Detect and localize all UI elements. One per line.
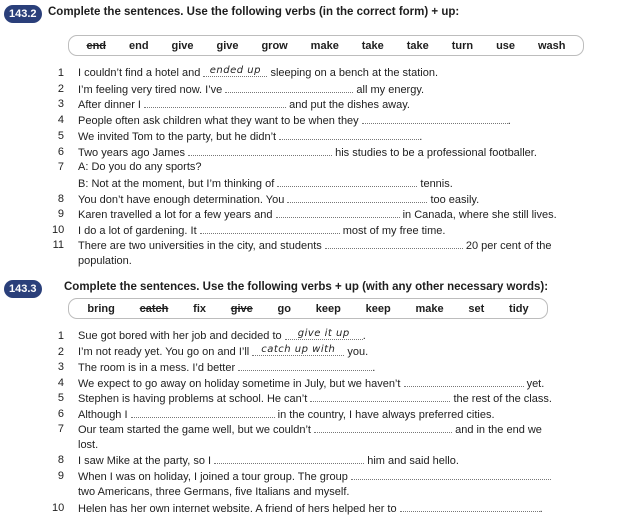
verb-word: take [406, 39, 429, 52]
verb-box [68, 298, 548, 319]
verb-word: bring [87, 302, 115, 315]
sentence-number: 3 [57, 98, 64, 110]
sentence-text: in the country, I have always preferred cities. [277, 409, 495, 421]
sentence-text: A: Do you do any sports? [78, 161, 202, 173]
verb-word: give [216, 39, 239, 52]
sentence-text: most of my free time. [342, 225, 446, 237]
verb-word: use [496, 39, 516, 52]
handwritten-answer: ended up [209, 65, 261, 76]
sentence-text: When I was on holiday, I joined a tour group. The group [78, 471, 348, 483]
answer-blank[interactable] [400, 501, 540, 512]
verb-word: give [230, 302, 253, 315]
sentence-text: you. [347, 346, 369, 358]
sentence-text: You don’t have enough determination. You [78, 194, 285, 206]
handwritten-answer: give it up [297, 328, 350, 339]
answer-blank[interactable] [276, 207, 400, 218]
handwritten-answer: catch up with [261, 344, 336, 355]
sentence-number: 5 [57, 392, 64, 404]
verb-word: turn [451, 39, 474, 52]
sentence-text: 20 per cent of the [465, 240, 552, 252]
sentence-text: People often ask children what they want to be when they [78, 115, 359, 127]
sentence-text: I’m not ready yet. You go on and I’ll [78, 346, 250, 358]
verb-word: make [310, 39, 339, 52]
verb-word: set [468, 302, 485, 315]
sentence-text: . [372, 362, 376, 374]
verb-word: tidy [509, 302, 529, 315]
answer-blank[interactable] [310, 391, 450, 402]
answer-blank[interactable] [214, 453, 364, 464]
sentence-text: We invited Tom to the party, but he didn’t [78, 131, 277, 143]
answer-blank[interactable] [252, 345, 344, 356]
answer-blank[interactable] [285, 329, 363, 340]
sentence-text: him and said hello. [367, 455, 459, 467]
sentence-text: . [419, 131, 423, 143]
answer-blank[interactable] [325, 238, 463, 249]
sentence-number: 1 [57, 67, 64, 79]
sentence-number: 8 [57, 193, 64, 205]
sentence-text: Two years ago James [78, 147, 185, 159]
sentence-number: 10 [52, 224, 65, 236]
sentence-text: Sue got bored with her job and decided to [78, 330, 282, 342]
sentence-number: 2 [57, 346, 64, 358]
sentence-text: B: Not at the moment, but I’m thinking of [78, 178, 275, 190]
sentence-text: and put the dishes away. [289, 99, 410, 111]
answer-blank[interactable] [279, 129, 419, 140]
verb-box [68, 35, 584, 56]
sentence-number: 9 [57, 208, 64, 220]
sentence-number: 11 [52, 239, 64, 251]
verb-word: grow [261, 39, 288, 52]
sentence-number: 9 [57, 470, 64, 482]
sentence-text: . [507, 115, 511, 127]
sentence-text: Stephen is having problems at school. He can’t [78, 393, 308, 405]
sentence-text: I’m feeling very tired now. I’ve [78, 84, 223, 96]
sentence-text: his studies to be a professional footballer. [335, 147, 537, 159]
answer-blank[interactable] [404, 376, 524, 387]
sentence-text: Although I [78, 409, 128, 421]
sentence-text: tennis. [420, 178, 453, 190]
verb-word: end [86, 39, 107, 52]
sentence-number: 8 [57, 454, 64, 466]
verb-word: take [361, 39, 384, 52]
sentence-text: lost. [78, 439, 99, 451]
verb-word: catch [139, 302, 169, 315]
sentence-text: Helen has her own internet website. A friend of hers helped her to [78, 503, 397, 515]
exercise-number-badge: 143.2 [4, 5, 42, 23]
sentence-number: 3 [57, 361, 64, 373]
sentence-text: yet. [526, 378, 545, 390]
verb-word: end [128, 39, 149, 52]
sentence-number: 1 [57, 330, 64, 342]
answer-blank[interactable] [200, 223, 340, 234]
sentence-text: the rest of the class. [453, 393, 552, 405]
sentence-text: too easily. [430, 194, 480, 206]
sentence-text: all my energy. [356, 84, 425, 96]
sentence-text: I saw Mike at the party, so I [78, 455, 212, 467]
verb-word: wash [538, 39, 566, 52]
sentence-number: 5 [57, 130, 64, 142]
sentence-number: 2 [57, 83, 64, 95]
answer-blank[interactable] [131, 407, 275, 418]
answer-blank[interactable] [238, 360, 372, 371]
verb-word: fix [193, 302, 206, 315]
verb-word: make [415, 302, 444, 315]
sentence-text: population. [78, 255, 132, 267]
answer-blank[interactable] [203, 66, 267, 77]
sentence-text: in Canada, where she still lives. [402, 209, 557, 221]
exercise-number-badge: 143.3 [4, 280, 42, 298]
verb-word: keep [365, 302, 391, 315]
sentence-text: sleeping on a bench at the station. [270, 67, 439, 79]
answer-blank[interactable] [287, 192, 427, 203]
answer-blank[interactable] [351, 469, 551, 480]
sentence-number: 4 [57, 114, 64, 126]
sentence-number: 7 [57, 423, 64, 435]
verb-word: go [277, 302, 291, 315]
exercise-instruction: Complete the sentences. Use the following verbs + up (with any other necessary words): [64, 281, 549, 293]
sentence-text: There are two universities in the city, and students [78, 240, 322, 252]
sentence-text: I do a lot of gardening. It [78, 225, 197, 237]
sentence-text: two Americans, three Germans, five Italians and myself. [78, 486, 350, 498]
sentence-number: 10 [52, 502, 65, 514]
sentence-text: We expect to go away on holiday sometime in July, but we haven’t [78, 378, 401, 390]
sentence-text: . [362, 330, 366, 342]
exercise-instruction: Complete the sentences. Use the following verbs (in the correct form) + up: [48, 6, 460, 18]
sentence-text: The room is in a mess. I’d better [78, 362, 236, 374]
answer-blank[interactable] [144, 97, 286, 108]
sentence-number: 4 [57, 377, 64, 389]
verb-word: keep [315, 302, 341, 315]
answer-blank[interactable] [277, 176, 417, 187]
answer-blank[interactable] [362, 113, 508, 124]
sentence-number: 7 [57, 161, 64, 173]
answer-blank[interactable] [188, 145, 332, 156]
verb-word: give [171, 39, 194, 52]
sentence-text: Our team started the game well, but we couldn’t [78, 424, 311, 436]
answer-blank[interactable] [225, 82, 353, 93]
sentence-text: I couldn’t find a hotel and [78, 67, 201, 79]
sentence-text: . [539, 503, 543, 515]
sentence-number: 6 [57, 146, 64, 158]
answer-blank[interactable] [314, 422, 452, 433]
sentence-text: After dinner I [78, 99, 141, 111]
sentence-text: and in the end we [455, 424, 542, 436]
sentence-text: Karen travelled a lot for a few years and [78, 209, 273, 221]
sentence-number: 6 [57, 408, 64, 420]
